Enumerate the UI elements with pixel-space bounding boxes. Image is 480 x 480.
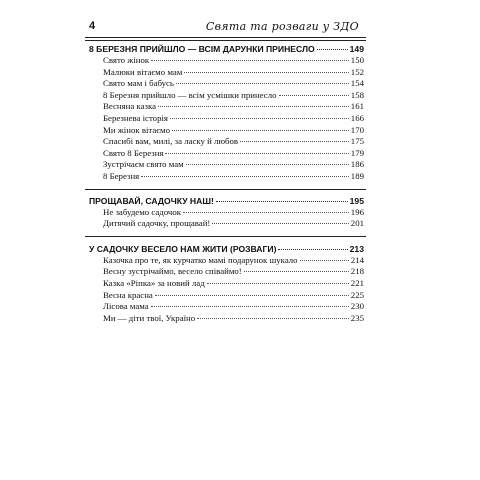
toc-entry [89,266,364,278]
section-title: У САДОЧКУ ВЕСЕЛО НАМ ЖИТИ (РОЗВАГИ) [89,243,277,254]
section-page: 195 [349,195,364,206]
section-heading [89,243,364,255]
toc-entry [89,218,364,230]
toc-entry [89,171,364,183]
section-page: 149 [349,44,364,54]
section-divider [85,236,366,237]
dot-leader [212,223,348,224]
entry-title: Свято мам і бабусь [103,78,174,89]
toc-entry [89,125,364,137]
entry-page: 225 [350,289,364,300]
toc-section [89,243,364,325]
toc-entry [89,278,364,290]
entry-page: 166 [350,112,364,123]
dot-leader [317,49,348,50]
entry-page: 154 [350,78,364,89]
dot-leader [279,95,349,96]
table-of-contents [89,43,364,324]
entry-page: 218 [350,266,364,277]
entry-title: Дитячий садочку, прощавай! [103,218,211,229]
entry-title: Не забудемо садочок [103,206,182,217]
entry-page: 179 [350,147,364,158]
toc-entry [89,207,364,219]
toc-entry [89,101,364,113]
dot-leader [176,83,349,84]
dot-leader [300,260,349,261]
running-header: Свята та розваги у ЗДО [205,20,359,33]
entry-title: Малюки вітаємо мам [103,66,183,77]
section-heading [89,43,364,55]
header-rule-bottom [85,40,366,41]
toc-section [89,43,364,183]
dot-leader [184,72,348,73]
entry-page: 189 [350,170,364,181]
entry-title: Березнева історія [103,112,168,123]
entry-title: 8 Березня прийшло — всім усмішки принесло [103,89,277,100]
entry-page: 221 [350,277,364,288]
entry-title: Весняна казка [103,101,157,112]
dot-leader [172,130,349,131]
header-rule-top [85,37,366,38]
dot-leader [170,118,349,119]
entry-page: 214 [350,254,364,265]
toc-entry [89,67,364,79]
page-number: 4 [89,20,96,32]
entry-page: 186 [350,159,364,170]
section-page: 213 [349,243,364,254]
dot-leader [141,176,349,177]
entry-title: Казочка про те, як курчатко мамі подарунок шукало [103,254,298,265]
toc-entry [89,290,364,302]
entry-page: 150 [350,55,364,65]
dot-leader [278,249,347,250]
dot-leader [197,318,349,319]
toc-entry [89,313,364,325]
entry-page: 170 [350,124,364,135]
toc-entry [89,78,364,90]
entry-title: 8 Березня [103,170,140,181]
toc-entry [89,55,364,67]
section-title: ПРОЩАВАЙ, САДОЧКУ НАШ! [89,195,214,206]
dot-leader [158,106,349,107]
entry-page: 175 [350,136,364,147]
entry-title: Лісова мама [103,301,149,312]
dot-leader [151,60,349,61]
dot-leader [165,153,348,154]
entry-title: Свято жінок [103,55,150,65]
dot-leader [155,295,349,296]
entry-page: 235 [350,312,364,323]
entry-title: Казка «Ріпка» за новий лад [103,277,205,288]
entry-page: 152 [350,66,364,77]
dot-leader [151,306,349,307]
section-title: 8 БЕРЕЗНЯ ПРИЙШЛО — ВСІМ ДАРУНКИ ПРИНЕСЛО [89,44,315,54]
entry-page: 196 [350,206,364,217]
toc-section [89,195,364,230]
dot-leader [186,164,349,165]
section-divider [85,189,366,190]
entry-title: Весна красна [103,289,153,300]
toc-entry [89,159,364,171]
dot-leader [183,212,349,213]
toc-entry [89,90,364,102]
dot-leader [207,283,349,284]
entry-title: Ми — діти твої, Україно [103,312,196,323]
toc-entry [89,136,364,148]
entry-title: Ми жінок вітаємо [103,124,171,135]
entry-title: Спасибі вам, милі, за ласку й любов [103,136,239,147]
dot-leader [244,271,349,272]
entry-page: 230 [350,301,364,312]
toc-entry [89,301,364,313]
entry-page: 158 [350,89,364,100]
toc-entry [89,113,364,125]
entry-page: 201 [350,218,364,229]
toc-entry [89,148,364,160]
entry-title: Зустрічаєм свято мам [103,159,184,170]
dot-leader [216,201,348,202]
section-heading [89,195,364,207]
entry-title: Весну зустрічаймо, весело співаймо! [103,266,242,277]
entry-page: 161 [350,101,364,112]
toc-entry [89,255,364,267]
dot-leader [240,141,349,142]
entry-title: Свято 8 Березня [103,147,164,158]
